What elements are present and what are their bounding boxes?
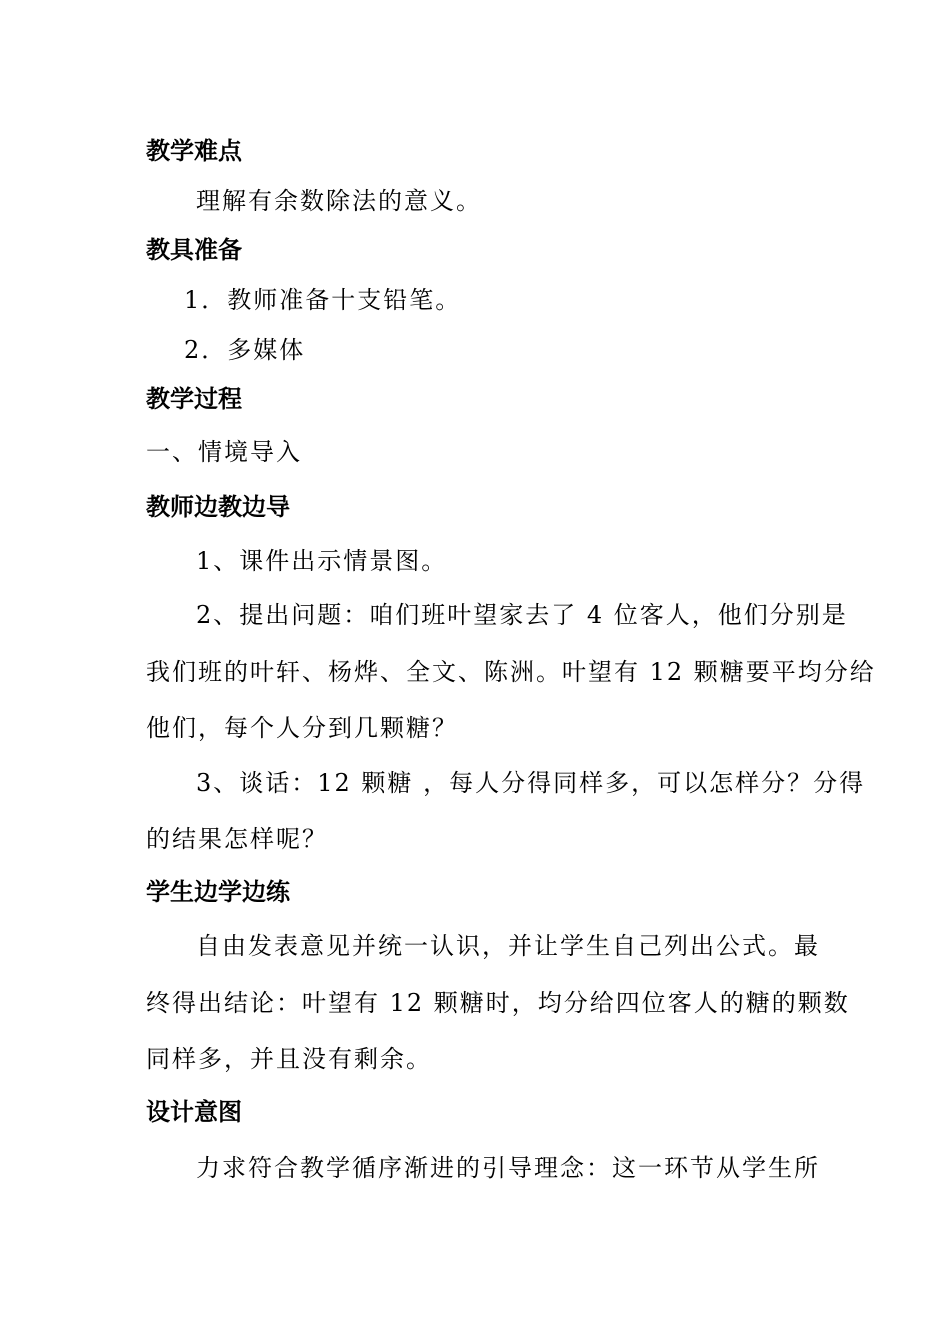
materials-item-1: 1．教师准备十支铅笔。 <box>184 286 462 314</box>
difficulty-text: 理解有余数除法的意义。 <box>196 187 482 215</box>
student-line-2: 终得出结论：叶望有 12 颗糖时，均分给四位客人的糖的颗数 <box>146 989 850 1017</box>
process-subheading: 一、情境导入 <box>146 438 302 466</box>
teacher-line-1: 1、课件出示情景图。 <box>196 547 448 575</box>
heading-design-intent: 设计意图 <box>146 1098 242 1126</box>
heading-teaching-difficulty: 教学难点 <box>146 137 242 165</box>
design-line-1: 力求符合教学循序渐进的引导理念：这一环节从学生所 <box>196 1154 820 1182</box>
student-line-3: 同样多，并且没有剩余。 <box>146 1045 432 1073</box>
teacher-line-2: 2、提出问题：咱们班叶望家去了 4 位客人，他们分别是 <box>196 601 848 629</box>
teacher-line-5: 3、谈话：12 颗糖 ，每人分得同样多，可以怎样分？分得 <box>196 769 866 797</box>
teacher-line-4: 他们，每个人分到几颗糖？ <box>146 714 458 742</box>
teacher-line-6: 的结果怎样呢？ <box>146 825 328 853</box>
teacher-line-3: 我们班的叶轩、杨烨、全文、陈洲。叶望有 12 颗糖要平均分给 <box>146 658 876 686</box>
heading-student-practice: 学生边学边练 <box>146 878 290 906</box>
heading-teacher-guide: 教师边教边导 <box>146 493 290 521</box>
materials-item-2: 2．多媒体 <box>184 336 306 364</box>
student-line-1: 自由发表意见并统一认识，并让学生自己列出公式。最 <box>196 932 820 960</box>
heading-teaching-materials: 教具准备 <box>146 236 242 264</box>
heading-teaching-process: 教学过程 <box>146 385 242 413</box>
